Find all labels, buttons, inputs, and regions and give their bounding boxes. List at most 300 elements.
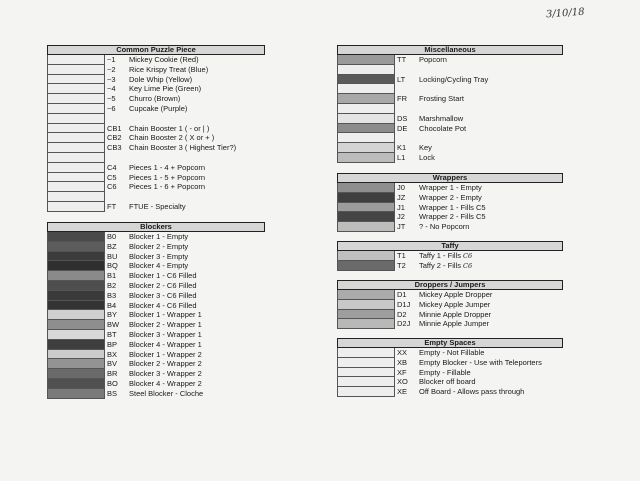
row-code: B1 <box>107 271 117 281</box>
row-description-text: Pieces 1 - 5 + Popcorn <box>129 172 206 182</box>
row-description-text: Pieces 1 - 4 + Popcorn <box>129 162 206 172</box>
row-description <box>123 84 265 94</box>
row-description <box>123 330 265 340</box>
row-description-text: Wrapper 1 - Fills C5 <box>419 202 486 212</box>
row-description <box>123 271 265 281</box>
row-description <box>123 310 265 320</box>
row-description-text: Mickey Apple Jumper <box>419 299 491 309</box>
row-description <box>123 252 265 262</box>
row-description-text: Empty - Not Fillable <box>419 348 485 357</box>
legend-row <box>47 84 265 94</box>
color-swatch <box>47 310 105 320</box>
row-code: DE <box>397 123 408 133</box>
row-code: XX <box>397 348 408 357</box>
color-swatch <box>47 232 105 242</box>
color-swatch <box>47 55 105 65</box>
row-code: BU <box>107 251 118 261</box>
row-description <box>413 212 563 222</box>
legend-row <box>47 369 265 379</box>
row-code: C4 <box>107 162 117 172</box>
color-swatch <box>47 143 105 153</box>
legend-row <box>337 75 563 85</box>
row-description <box>413 55 563 65</box>
row-code: B3 <box>107 290 117 300</box>
row-description-text: FTUE - Specialty <box>129 201 186 211</box>
row-description-text: Locking/Cycling Tray <box>419 74 489 84</box>
row-code: CB2 <box>107 133 122 143</box>
row-description-text: Pieces 1 - 6 + Popcorn <box>129 182 206 192</box>
color-swatch <box>337 358 395 368</box>
section-header <box>47 222 265 232</box>
color-swatch <box>337 124 395 134</box>
legend-row <box>47 281 265 291</box>
color-swatch <box>47 340 105 350</box>
row-description <box>413 104 563 114</box>
color-swatch <box>47 320 105 330</box>
row-description-text: Dole Whip (Yellow) <box>129 74 193 84</box>
row-code: BP <box>107 339 118 349</box>
row-code: ~6 <box>107 103 116 113</box>
row-code: XB <box>397 357 408 367</box>
row-code: BX <box>107 349 118 359</box>
row-code: XE <box>397 387 408 397</box>
color-swatch <box>337 319 395 329</box>
row-code: D1 <box>397 290 407 299</box>
color-swatch <box>337 222 395 232</box>
legend-row <box>337 348 563 358</box>
color-swatch <box>47 133 105 143</box>
color-swatch <box>47 163 105 173</box>
legend-row <box>47 261 265 271</box>
legend-row <box>47 340 265 350</box>
row-description-text: Blocker off board <box>419 377 476 387</box>
row-code: BY <box>107 310 118 320</box>
legend-row <box>337 251 563 261</box>
row-code <box>395 84 413 94</box>
row-description-text: Wrapper 2 - Empty <box>419 192 482 202</box>
row-code: B0 <box>107 232 117 241</box>
row-description-text: Frosting Start <box>419 94 465 104</box>
color-swatch <box>337 300 395 310</box>
row-description <box>123 75 265 85</box>
row-description-text: Blocker 4 - Empty <box>129 261 189 271</box>
row-description-text: Wrapper 1 - Empty <box>419 183 482 192</box>
row-description-text: Blocker 3 - Empty <box>129 251 189 261</box>
legend-row <box>337 84 563 94</box>
row-description <box>413 143 563 153</box>
row-description-text: Popcorn <box>419 55 447 64</box>
row-code: JZ <box>397 192 406 202</box>
row-description-text: Blocker 1 - Wrapper 1 <box>129 310 202 320</box>
color-swatch <box>337 251 395 261</box>
row-description <box>413 94 563 104</box>
color-swatch <box>337 65 395 75</box>
row-description <box>123 55 265 65</box>
color-swatch <box>47 291 105 301</box>
color-swatch <box>47 271 105 281</box>
color-swatch <box>337 212 395 222</box>
legend-row <box>47 310 265 320</box>
color-swatch <box>47 84 105 94</box>
row-description <box>413 183 563 193</box>
section-taffy <box>337 241 563 271</box>
row-code: J1 <box>397 202 405 212</box>
legend-row <box>47 252 265 262</box>
row-code: XO <box>397 377 408 387</box>
legend-row <box>337 368 563 378</box>
row-description-text: Lock <box>419 152 435 162</box>
row-description <box>413 75 563 85</box>
row-code: J0 <box>397 183 405 192</box>
row-code: FT <box>107 201 117 211</box>
row-description-text: Minnie Apple Jumper <box>419 319 490 329</box>
color-swatch <box>337 183 395 193</box>
row-code: B2 <box>107 280 117 290</box>
color-swatch <box>337 261 395 271</box>
color-swatch <box>47 350 105 360</box>
row-description <box>123 124 265 134</box>
legend-row <box>337 104 563 114</box>
row-description-text: Key <box>419 143 432 153</box>
legend-row <box>47 65 265 75</box>
handwritten-date: 3/10/18 <box>545 6 585 21</box>
legend-row <box>337 212 563 222</box>
legend-row <box>337 65 563 75</box>
section-common <box>47 45 265 212</box>
legend-row <box>337 193 563 203</box>
legend-row <box>47 301 265 311</box>
color-swatch <box>337 75 395 85</box>
row-description-text: Blocker 2 - Wrapper 1 <box>129 320 202 330</box>
row-description-text: Wrapper 2 - Fills C5 <box>419 212 486 222</box>
row-description <box>413 203 563 213</box>
color-swatch <box>337 377 395 387</box>
row-description-text: Churro (Brown) <box>129 94 181 104</box>
row-code: TT <box>397 55 407 64</box>
row-code: BZ <box>107 241 117 251</box>
section-header <box>337 45 563 55</box>
section-header <box>337 280 563 290</box>
color-swatch <box>337 55 395 65</box>
legend-row <box>47 133 265 143</box>
section-empty <box>337 338 563 397</box>
row-code: J2 <box>397 212 405 222</box>
row-code: JT <box>397 222 406 232</box>
legend-row <box>47 182 265 192</box>
color-swatch <box>47 114 105 124</box>
row-code: T2 <box>397 260 406 270</box>
color-swatch <box>47 65 105 75</box>
row-code: B4 <box>107 300 117 310</box>
row-code: C5 <box>107 172 117 182</box>
row-description <box>413 387 563 397</box>
section-title: Wrappers <box>432 173 468 182</box>
legend-row <box>47 330 265 340</box>
row-description-text: Blocker 4 - Wrapper 1 <box>129 339 202 349</box>
legend-row <box>337 310 563 320</box>
row-description <box>413 310 563 320</box>
legend-row <box>337 143 563 153</box>
row-description <box>123 202 265 212</box>
legend-row <box>337 358 563 368</box>
legend-row <box>47 114 265 124</box>
color-swatch <box>337 143 395 153</box>
color-swatch <box>47 94 105 104</box>
row-description-text: Steel Blocker - Cloche <box>129 388 204 398</box>
row-description <box>413 222 563 232</box>
row-description <box>413 124 563 134</box>
color-swatch <box>337 387 395 397</box>
row-description <box>413 348 563 358</box>
row-code <box>105 192 123 202</box>
row-description <box>413 290 563 300</box>
color-swatch <box>47 301 105 311</box>
row-description <box>413 368 563 378</box>
row-code: L1 <box>397 152 406 162</box>
row-description <box>123 65 265 75</box>
color-swatch <box>337 133 395 143</box>
color-swatch <box>337 193 395 203</box>
legend-row <box>47 163 265 173</box>
row-code: C6 <box>107 182 117 192</box>
row-description <box>123 350 265 360</box>
row-description <box>123 340 265 350</box>
row-description <box>123 232 265 242</box>
row-description-text: Blocker 2 - Empty <box>129 241 189 251</box>
legend-row <box>337 55 563 65</box>
row-code <box>395 65 413 75</box>
row-description <box>123 182 265 192</box>
row-description-text: Blocker 4 - Wrapper 2 <box>129 378 202 388</box>
row-description <box>413 153 563 163</box>
row-code: BS <box>107 388 118 398</box>
row-code: LT <box>397 74 406 84</box>
legend-row <box>47 75 265 85</box>
row-description <box>123 242 265 252</box>
section-header <box>337 338 563 348</box>
row-description <box>123 389 265 399</box>
color-swatch <box>47 192 105 202</box>
row-description-text: ? - No Popcorn <box>419 222 470 232</box>
row-description-text: Chocolate Pot <box>419 123 467 133</box>
handwritten-note: C6 <box>463 252 473 260</box>
color-swatch <box>47 252 105 262</box>
color-swatch <box>337 94 395 104</box>
row-description-text: Rice Krispy Treat (Blue) <box>129 64 209 74</box>
row-description-text: Blocker 4 - C6 Filled <box>129 300 197 310</box>
row-description <box>413 261 563 271</box>
legend-row <box>47 350 265 360</box>
color-swatch <box>47 261 105 271</box>
row-description <box>413 133 563 143</box>
row-description-text: Chain Booster 3 ( Highest Tier?) <box>129 143 237 153</box>
legend-row <box>47 389 265 399</box>
row-description <box>123 291 265 301</box>
legend-row <box>47 173 265 183</box>
row-code: FR <box>397 94 407 104</box>
row-code <box>395 104 413 114</box>
row-description <box>123 192 265 202</box>
row-description <box>123 261 265 271</box>
color-swatch <box>47 104 105 114</box>
row-description <box>413 251 563 261</box>
row-description-text: Mickey Cookie (Red) <box>129 55 199 64</box>
row-description <box>123 369 265 379</box>
legend-row <box>47 232 265 242</box>
row-code: BR <box>107 369 118 379</box>
row-description-text: Empty - Fillable <box>419 367 471 377</box>
row-code: BO <box>107 378 118 388</box>
legend-row <box>337 261 563 271</box>
row-description <box>123 301 265 311</box>
color-swatch <box>47 330 105 340</box>
color-swatch <box>47 173 105 183</box>
section-blockers <box>47 222 265 399</box>
row-code: K1 <box>397 143 407 153</box>
row-description-text: Blocker 3 - Wrapper 2 <box>129 369 202 379</box>
row-code: ~1 <box>107 55 116 64</box>
row-description <box>123 173 265 183</box>
row-description <box>123 379 265 389</box>
row-description-text: Taffy 2 - Fills <box>419 260 461 270</box>
legend-row <box>337 133 563 143</box>
legend-row <box>337 300 563 310</box>
row-code <box>105 153 123 163</box>
row-description <box>413 319 563 329</box>
row-description <box>123 359 265 369</box>
row-description <box>123 114 265 124</box>
row-description-text: Empty Blocker - Use with Teleporters <box>419 357 542 367</box>
row-description <box>413 65 563 75</box>
row-description-text: Marshmallow <box>419 113 464 123</box>
legend-row <box>47 359 265 369</box>
legend-row <box>337 377 563 387</box>
row-description <box>413 193 563 203</box>
color-swatch <box>337 348 395 358</box>
section-header <box>337 241 563 251</box>
row-description-text: Blocker 2 - C6 Filled <box>129 280 197 290</box>
color-swatch <box>47 281 105 291</box>
row-description <box>123 163 265 173</box>
legend-row <box>337 290 563 300</box>
section-header <box>47 45 265 55</box>
handwritten-note: C6 <box>463 261 473 270</box>
color-swatch <box>47 359 105 369</box>
row-description <box>413 114 563 124</box>
section-title: Droppers / Jumpers <box>414 280 486 289</box>
row-code: ~3 <box>107 74 116 84</box>
row-description-text: Off Board - Allows pass through <box>419 387 525 397</box>
row-description <box>123 153 265 163</box>
legend-row <box>47 143 265 153</box>
color-swatch <box>337 203 395 213</box>
row-code: DS <box>397 113 408 123</box>
legend-row <box>47 192 265 202</box>
legend-row <box>47 271 265 281</box>
row-description-text: Blocker 2 - Wrapper 2 <box>129 359 202 369</box>
row-code: BQ <box>107 261 118 271</box>
legend-row <box>337 183 563 193</box>
section-title: Taffy <box>441 241 459 250</box>
legend-row <box>337 222 563 232</box>
row-code: ~5 <box>107 94 116 104</box>
row-code: CB3 <box>107 143 122 153</box>
row-description-text: Chain Booster 2 ( X or + ) <box>129 133 215 143</box>
row-code: ~2 <box>107 64 116 74</box>
legend-row <box>47 291 265 301</box>
color-swatch <box>47 153 105 163</box>
row-description-text: Key Lime Pie (Green) <box>129 84 202 94</box>
row-code: T1 <box>397 251 406 260</box>
row-code: BV <box>107 359 118 369</box>
legend-row <box>47 242 265 252</box>
row-description-text: Blocker 3 - Wrapper 1 <box>129 329 202 339</box>
row-description-text: Chain Booster 1 ( - or | ) <box>129 123 210 133</box>
row-code: CB1 <box>107 123 122 133</box>
color-swatch <box>47 389 105 399</box>
color-swatch <box>337 368 395 378</box>
row-code: D2J <box>397 319 411 329</box>
color-swatch <box>337 84 395 94</box>
row-description <box>123 104 265 114</box>
color-swatch <box>337 153 395 163</box>
color-swatch <box>337 114 395 124</box>
legend-row <box>337 319 563 329</box>
section-misc <box>337 45 563 163</box>
row-description <box>413 377 563 387</box>
section-wrappers <box>337 173 563 232</box>
color-swatch <box>337 310 395 320</box>
row-description-text: Minnie Apple Dropper <box>419 309 492 319</box>
row-description <box>413 300 563 310</box>
row-code: BT <box>107 329 117 339</box>
row-description-text: Blocker 1 - Empty <box>129 232 189 241</box>
row-description <box>123 133 265 143</box>
legend-row <box>47 124 265 134</box>
color-swatch <box>47 124 105 134</box>
legend-row <box>47 104 265 114</box>
section-title: Blockers <box>140 222 172 231</box>
row-code <box>105 114 123 124</box>
row-code <box>395 133 413 143</box>
legend-row <box>337 203 563 213</box>
row-description <box>413 358 563 368</box>
section-title: Miscellaneous <box>424 45 476 54</box>
legend-row <box>337 153 563 163</box>
color-swatch <box>47 75 105 85</box>
color-swatch <box>47 202 105 212</box>
row-code: D2 <box>397 309 407 319</box>
color-swatch <box>47 242 105 252</box>
legend-row <box>337 387 563 397</box>
row-description-text: Taffy 1 - Fills <box>419 251 461 260</box>
row-description-text: Cupcake (Purple) <box>129 103 188 113</box>
row-description-text: Mickey Apple Dropper <box>419 290 493 299</box>
section-title: Common Puzzle Piece <box>116 45 196 54</box>
color-swatch <box>47 182 105 192</box>
row-description-text: Blocker 1 - Wrapper 2 <box>129 349 202 359</box>
row-description <box>413 84 563 94</box>
row-description <box>123 281 265 291</box>
row-code: ~4 <box>107 84 116 94</box>
legend-row <box>47 94 265 104</box>
legend-row <box>47 320 265 330</box>
color-swatch <box>337 104 395 114</box>
section-droppers <box>337 280 563 329</box>
row-description <box>123 143 265 153</box>
legend-row <box>337 124 563 134</box>
row-description-text: Blocker 3 - C6 Filled <box>129 290 197 300</box>
